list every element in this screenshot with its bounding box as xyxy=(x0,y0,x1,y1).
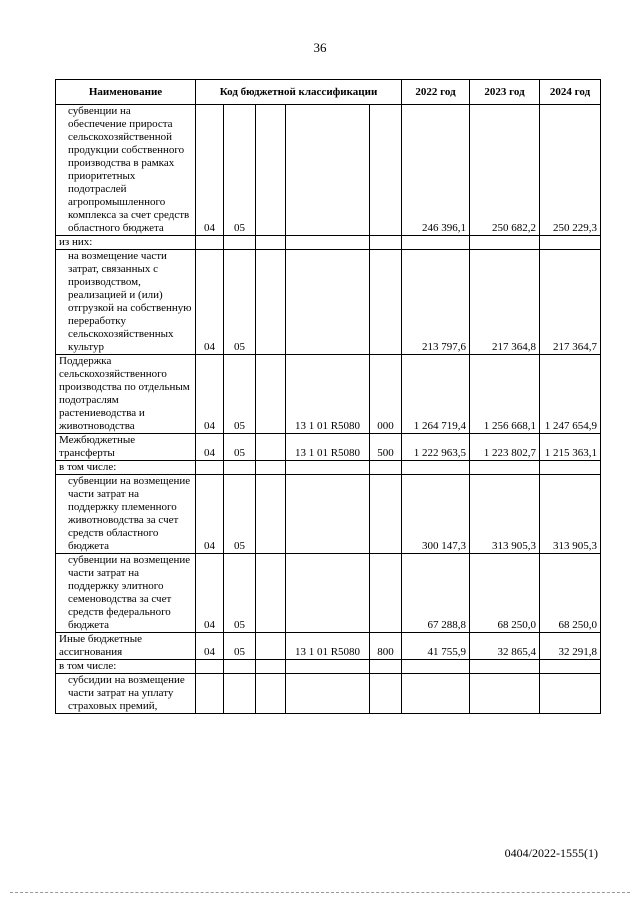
cell-empty xyxy=(256,633,286,660)
empty-cell xyxy=(286,236,370,250)
cell-target-article xyxy=(286,674,370,714)
cell-2023: 313 905,3 xyxy=(470,475,540,554)
cell-section: 04 xyxy=(196,105,224,236)
cell-empty xyxy=(256,475,286,554)
table-row xyxy=(56,475,601,554)
cell-expense-type xyxy=(370,475,402,554)
cell-2023: 1 223 802,7 xyxy=(470,434,540,461)
empty-cell xyxy=(470,660,540,674)
cell-2022: 213 797,6 xyxy=(402,250,470,355)
cell-empty xyxy=(256,434,286,461)
cell-expense-type: 000 xyxy=(370,355,402,434)
empty-cell xyxy=(370,236,402,250)
empty-cell xyxy=(256,236,286,250)
cell-expense-type: 800 xyxy=(370,633,402,660)
cell-2023: 32 865,4 xyxy=(470,633,540,660)
row-name: субвенции на обеспечение прироста сельскохозяйственной продукции собственного производства в рамках приоритетных подотраслей агропромышленного комплекса за счет средств областного бюджета xyxy=(56,105,196,236)
table-subhead-row xyxy=(56,461,601,475)
cell-target-article: 13 1 01 R5080 xyxy=(286,355,370,434)
table-header-row xyxy=(56,80,601,105)
cell-section xyxy=(196,674,224,714)
cell-2023: 1 256 668,1 xyxy=(470,355,540,434)
cell-target-article: 13 1 01 R5080 xyxy=(286,434,370,461)
cell-section: 04 xyxy=(196,355,224,434)
empty-cell xyxy=(540,236,601,250)
row-name: на возмещение части затрат, связанных с производством, реализацией и (или) отгрузкой на собственную переработку сельскохозяйственных культур xyxy=(56,250,196,355)
cell-2023: 68 250,0 xyxy=(470,554,540,633)
row-name: субвенции на возмещение части затрат на поддержку элитного семеноводства за счет средств федерального бюджета xyxy=(56,554,196,633)
table-row xyxy=(56,674,601,714)
empty-cell xyxy=(196,660,224,674)
document-code: 0404/2022-1555(1) xyxy=(504,846,598,860)
budget-table xyxy=(55,79,601,714)
cell-section: 04 xyxy=(196,554,224,633)
table-subhead-row xyxy=(56,660,601,674)
cell-subsection: 05 xyxy=(224,554,256,633)
empty-cell xyxy=(370,461,402,475)
cell-2022: 1 222 963,5 xyxy=(402,434,470,461)
header-code: Код бюджетной классификации xyxy=(196,80,402,105)
table-body xyxy=(56,105,601,714)
empty-cell xyxy=(540,660,601,674)
table-row xyxy=(56,250,601,355)
cell-empty xyxy=(256,355,286,434)
row-name: Поддержка сельскохозяйственного производства по отдельным подотраслям растениеводства и животноводства xyxy=(56,355,196,434)
subhead-label: в том числе: xyxy=(56,660,196,674)
cell-2024: 32 291,8 xyxy=(540,633,601,660)
cell-target-article xyxy=(286,105,370,236)
empty-cell xyxy=(256,660,286,674)
cell-2023: 250 682,2 xyxy=(470,105,540,236)
cell-expense-type xyxy=(370,674,402,714)
empty-cell xyxy=(196,236,224,250)
empty-cell xyxy=(286,461,370,475)
empty-cell xyxy=(224,660,256,674)
cell-section: 04 xyxy=(196,250,224,355)
header-name: Наименование xyxy=(56,80,196,105)
cell-expense-type xyxy=(370,554,402,633)
cell-2022: 246 396,1 xyxy=(402,105,470,236)
cell-expense-type xyxy=(370,105,402,236)
empty-cell xyxy=(470,461,540,475)
empty-cell xyxy=(540,461,601,475)
cell-2024: 217 364,7 xyxy=(540,250,601,355)
cell-2023 xyxy=(470,674,540,714)
header-2023: 2023 год xyxy=(470,80,540,105)
header-2024: 2024 год xyxy=(540,80,601,105)
cell-2024: 313 905,3 xyxy=(540,475,601,554)
cell-2024: 250 229,3 xyxy=(540,105,601,236)
cell-subsection: 05 xyxy=(224,355,256,434)
table-row xyxy=(56,434,601,461)
table-row xyxy=(56,633,601,660)
cell-section: 04 xyxy=(196,633,224,660)
cell-2022 xyxy=(402,674,470,714)
subhead-label: в том числе: xyxy=(56,461,196,475)
cell-empty xyxy=(256,554,286,633)
row-name: Межбюджетные трансферты xyxy=(56,434,196,461)
cell-2022: 67 288,8 xyxy=(402,554,470,633)
empty-cell xyxy=(470,236,540,250)
bottom-divider xyxy=(10,892,630,893)
empty-cell xyxy=(402,236,470,250)
empty-cell xyxy=(402,461,470,475)
cell-subsection xyxy=(224,674,256,714)
cell-subsection: 05 xyxy=(224,105,256,236)
cell-2024: 1 247 654,9 xyxy=(540,355,601,434)
empty-cell xyxy=(402,660,470,674)
table-row xyxy=(56,105,601,236)
cell-2022: 300 147,3 xyxy=(402,475,470,554)
cell-expense-type: 500 xyxy=(370,434,402,461)
cell-subsection: 05 xyxy=(224,434,256,461)
row-name: субсидии на возмещение части затрат на уплату страховых премий, xyxy=(56,674,196,714)
cell-empty xyxy=(256,674,286,714)
cell-section: 04 xyxy=(196,475,224,554)
cell-2024: 68 250,0 xyxy=(540,554,601,633)
cell-target-article xyxy=(286,554,370,633)
empty-cell xyxy=(196,461,224,475)
cell-2022: 1 264 719,4 xyxy=(402,355,470,434)
empty-cell xyxy=(256,461,286,475)
cell-subsection: 05 xyxy=(224,633,256,660)
header-2022: 2022 год xyxy=(402,80,470,105)
row-name: Иные бюджетные ассигнования xyxy=(56,633,196,660)
table-subhead-row xyxy=(56,236,601,250)
empty-cell xyxy=(286,660,370,674)
empty-cell xyxy=(370,660,402,674)
cell-subsection: 05 xyxy=(224,250,256,355)
cell-2024 xyxy=(540,674,601,714)
cell-2024: 1 215 363,1 xyxy=(540,434,601,461)
page-number: 36 xyxy=(313,40,327,55)
cell-target-article: 13 1 01 R5080 xyxy=(286,633,370,660)
cell-empty xyxy=(256,250,286,355)
table-row xyxy=(56,554,601,633)
subhead-label: из них: xyxy=(56,236,196,250)
cell-2022: 41 755,9 xyxy=(402,633,470,660)
cell-target-article xyxy=(286,250,370,355)
cell-empty xyxy=(256,105,286,236)
row-name: субвенции на возмещение части затрат на поддержку племенного животноводства за счет средств областного бюджета xyxy=(56,475,196,554)
cell-2023: 217 364,8 xyxy=(470,250,540,355)
cell-section: 04 xyxy=(196,434,224,461)
table-row xyxy=(56,355,601,434)
cell-expense-type xyxy=(370,250,402,355)
cell-target-article xyxy=(286,475,370,554)
empty-cell xyxy=(224,461,256,475)
empty-cell xyxy=(224,236,256,250)
cell-subsection: 05 xyxy=(224,475,256,554)
